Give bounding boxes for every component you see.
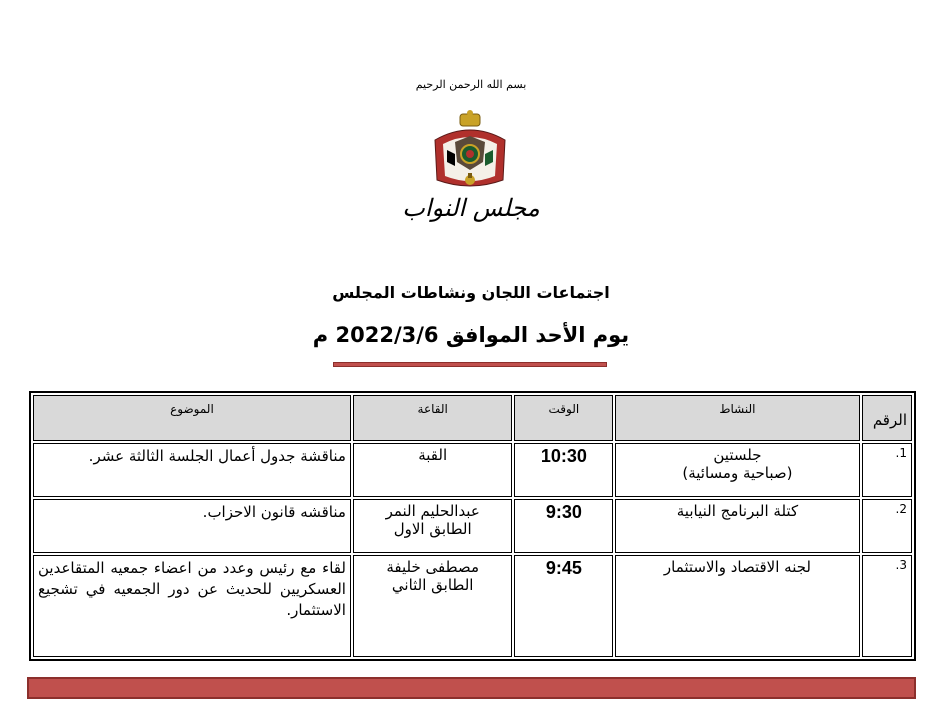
table-row	[33, 499, 912, 553]
column-header-activity: النشاط	[615, 395, 859, 441]
table-row	[33, 443, 912, 497]
row-topic: مناقشة جدول أعمال الجلسة الثالثة عشر.	[33, 443, 351, 497]
schedule-table	[29, 391, 916, 661]
row-activity	[615, 555, 859, 657]
hall-line: عبدالحليم النمر	[385, 502, 480, 520]
row-hall	[353, 443, 512, 497]
activity-line: جلستين	[713, 446, 762, 464]
page-title: اجتماعات اللجان ونشاطات المجلس	[332, 283, 610, 302]
hall-line: الطابق الاول	[393, 520, 472, 538]
jordan-coat-of-arms-icon	[425, 110, 515, 195]
hall-line: مصطفى خليفة	[386, 558, 479, 576]
column-header-topic: الموضوع	[33, 395, 351, 441]
activity-line: (صباحية ومسائية)	[682, 464, 793, 482]
column-header-number: الرقم	[862, 395, 912, 441]
column-header-time: الوقت	[514, 395, 613, 441]
row-hall	[353, 555, 512, 657]
row-hall	[353, 499, 512, 553]
row-activity	[615, 443, 859, 497]
row-topic: لقاء مع رئيس وعدد من اعضاء جمعيه المتقاعدين العسكريين للحديث عن دور الجمعيه في تشجيع الاستثمار.	[33, 555, 351, 657]
table-header-row	[33, 395, 912, 441]
row-number: 3.	[862, 555, 912, 657]
row-number: 1.	[862, 443, 912, 497]
date-heading: يوم الأحد الموافق 2022/3/6 م	[312, 323, 630, 347]
row-activity	[615, 499, 859, 553]
row-time: 9:30	[514, 499, 613, 553]
column-header-hall: القاعة	[353, 395, 512, 441]
activity-line: لجنه الاقتصاد والاستثمار	[663, 558, 811, 576]
footer-bar	[27, 677, 916, 699]
date-underline	[333, 362, 607, 367]
basmala: بسم الله الرحمن الرحيم	[415, 78, 527, 91]
hall-line: القبة	[418, 446, 448, 464]
activity-line: كتلة البرنامج النيابية	[676, 502, 799, 520]
row-topic: مناقشه قانون الاحزاب.	[33, 499, 351, 553]
row-time: 10:30	[514, 443, 613, 497]
row-time: 9:45	[514, 555, 613, 657]
hall-line: الطابق الثاني	[391, 576, 474, 594]
row-number: 2.	[862, 499, 912, 553]
table-row	[33, 555, 912, 657]
institution-logo-text: مجلس النواب	[402, 194, 540, 222]
